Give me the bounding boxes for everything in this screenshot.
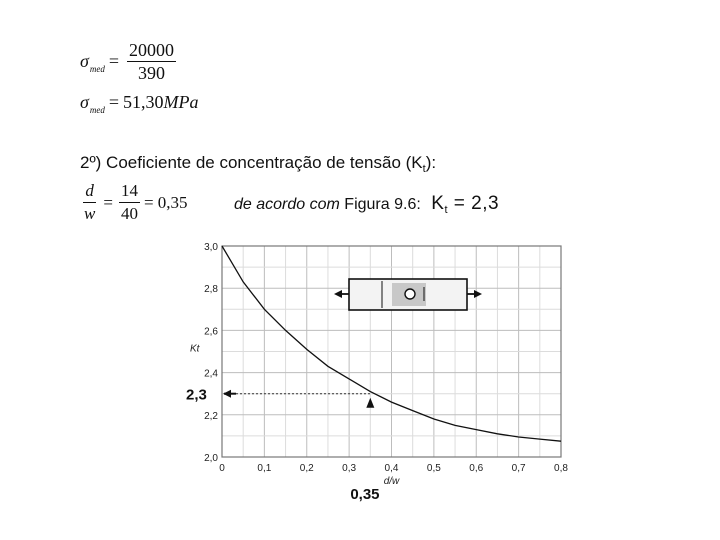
dw-marker-arrowhead — [366, 398, 374, 408]
stress-result-value: 51,30 — [123, 92, 164, 112]
stress-unit: MPa — [163, 92, 199, 112]
ratio-symbolic-fraction: $\frac{d}{w}$ — [84, 181, 96, 223]
y-tick-label: 2,8 — [204, 284, 218, 296]
x-tick-label: 0 — [219, 463, 225, 474]
ratio-numeric-fraction: $\frac{14}{40}$ — [120, 181, 138, 223]
ratio-result: = 0,35 — [143, 192, 188, 212]
sigma-symbol: $\sigma_{med}$ — [80, 51, 105, 74]
x-tick-label: 0,5 — [426, 463, 441, 474]
x-tick-label: 0,1 — [257, 463, 272, 474]
fraction-denominator: 390 — [138, 63, 166, 83]
y-tick-label: 2,2 — [204, 410, 218, 422]
x-tick-label: 0,3 — [342, 463, 357, 474]
x-axis-label: d/w — [383, 476, 400, 487]
equals-sign: = — [108, 51, 120, 71]
kt-marker-arrowhead — [223, 390, 231, 398]
x-tick-label: 0,6 — [469, 463, 484, 474]
kt-result: $K_t = 2,3$ — [431, 193, 500, 216]
y-tick-label: 2,4 — [204, 368, 218, 380]
reference-italic-text: de acordo com — [234, 196, 340, 213]
figure-label: Figura 9.6 — [344, 196, 417, 213]
section-heading: 2º) Coeficiente de concentração de tensão $(K_t)$: — [80, 153, 437, 175]
x-tick-label: 0,8 — [554, 463, 568, 474]
dw-marker-label: 0,35 — [350, 486, 380, 503]
y-tick-label: 2,6 — [204, 326, 218, 338]
ratio-equation: $\frac{d}{w}$ = $\frac{14}{40}$ = 0,35 — [84, 181, 188, 223]
y-tick-label: 3,0 — [204, 242, 218, 253]
y-axis-label: Kt — [190, 343, 200, 355]
sigma-symbol: $\sigma_{med}$ — [80, 92, 105, 115]
figure-reference: de acordo com Figura 9.6: $K_t = 2,3$ — [234, 193, 500, 216]
chart-grid — [222, 246, 561, 457]
x-tick-label: 0,4 — [384, 463, 399, 474]
x-tick-label: 0,7 — [511, 463, 526, 474]
x-tick-label: 0,2 — [299, 463, 314, 474]
y-tick-label: 2,0 — [204, 453, 218, 464]
equals-sign: = — [108, 92, 120, 112]
plate-diagram — [334, 279, 482, 310]
chart-markers — [186, 387, 380, 503]
fraction-numerator: 20000 — [129, 40, 175, 60]
kt-marker-label: 2,3 — [186, 386, 207, 404]
